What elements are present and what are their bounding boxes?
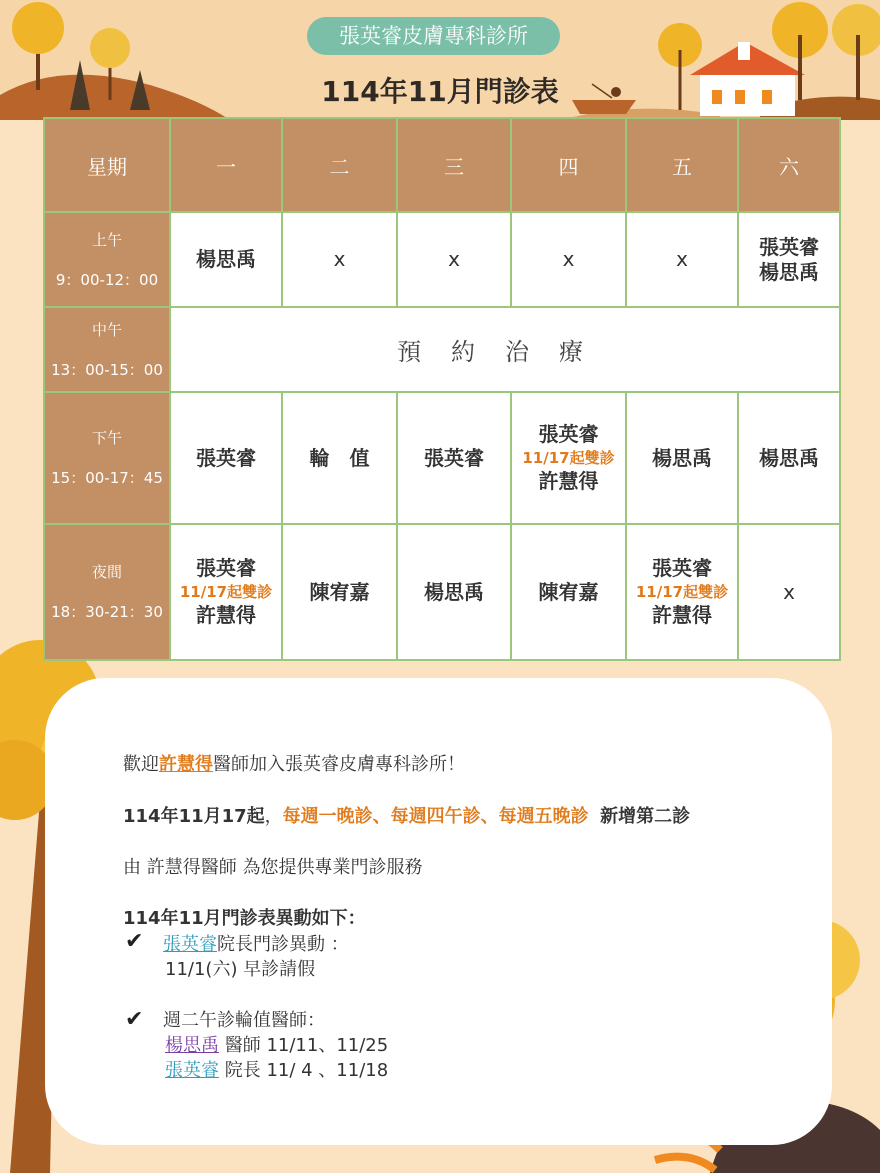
night-sat: x <box>738 524 840 660</box>
welcome-prefix: 歡迎 <box>123 754 159 775</box>
slot-morning <box>44 212 170 307</box>
slot-time: 9：00-12：00 <box>55 270 159 289</box>
second-clinic-note: 新增第二診 <box>600 806 691 827</box>
appointment-treatment: 預約治療 <box>170 307 840 392</box>
double-clinic-note: 11/17起雙診 <box>522 449 615 467</box>
doctor-name: 張英睿 <box>652 556 712 580</box>
check-icon: ✔ <box>125 1007 144 1032</box>
morning-fri: x <box>626 212 738 307</box>
afternoon-tue: 輪 值 <box>282 392 397 524</box>
slot-time: 15：00-17：45 <box>51 469 163 487</box>
header-weekday: 星期 <box>44 118 170 212</box>
change-detail-2a <box>165 1031 388 1057</box>
morning-wed: x <box>397 212 511 307</box>
new-session-line <box>123 802 690 828</box>
doctor-link: 楊思禹 <box>165 1035 219 1056</box>
doctor-link: 張英睿 <box>163 934 217 955</box>
change-text: 院長 11/ 4 、11/18 <box>219 1060 389 1081</box>
schedule-table <box>43 117 841 661</box>
doctor-name: 張英睿 <box>196 556 256 580</box>
header-sat: 六 <box>738 118 840 212</box>
changes-title: 114年11月門診表異動如下： <box>123 908 366 929</box>
doctor-name: 許慧得 <box>538 469 599 493</box>
slot-label: 下午 <box>91 429 122 447</box>
header-fri: 五 <box>626 118 738 212</box>
table-header-row <box>44 118 840 212</box>
welcome-suffix: 醫師加入張英睿皮膚專科診所！ <box>213 754 465 775</box>
slot-label: 上午 <box>91 230 122 249</box>
slot-afternoon <box>44 392 170 524</box>
afternoon-mon: 張英睿 <box>170 392 282 524</box>
morning-mon: 楊思禹 <box>170 212 282 307</box>
change-item-2: 週二午診輪值醫師： <box>163 1010 325 1031</box>
slot-label: 中午 <box>91 320 122 339</box>
slot-night <box>44 524 170 660</box>
change-text: 院長門診異動 ： <box>217 934 349 955</box>
doctor-name: 許慧得 <box>652 603 712 627</box>
night-fri <box>626 524 738 660</box>
change-text: 醫師 11/11、11/25 <box>219 1035 389 1056</box>
start-date: 114年11月17起 <box>123 806 265 827</box>
double-clinic-note: 11/17起雙診 <box>179 583 273 601</box>
double-clinic-note: 11/17起雙診 <box>635 583 729 601</box>
slot-time: 13：00-15：00 <box>51 360 163 379</box>
table-row <box>44 212 840 307</box>
doctor-name: 張英睿 <box>538 422 599 446</box>
new-sessions: 每週一晚診、每週四午診、每週五晚診 <box>282 806 589 827</box>
table-row <box>44 307 840 392</box>
night-thu: 陳宥嘉 <box>511 524 626 660</box>
afternoon-sat: 楊思禹 <box>738 392 840 524</box>
header-tue: 二 <box>282 118 397 212</box>
night-wed: 楊思禹 <box>397 524 511 660</box>
doctor-link: 張英睿 <box>165 1060 219 1081</box>
change-item-1 <box>163 930 349 956</box>
table-row <box>44 392 840 524</box>
header-wed: 三 <box>397 118 511 212</box>
change-detail-1: 11/1(六) 早診請假 <box>165 959 316 980</box>
check-icon: ✔ <box>125 929 144 954</box>
slot-time: 18：30-21：30 <box>51 603 163 621</box>
night-tue: 陳宥嘉 <box>282 524 397 660</box>
change-detail-2b <box>165 1056 388 1082</box>
new-doctor-name: 許慧得 <box>159 754 213 775</box>
morning-thu: x <box>511 212 626 307</box>
page-title: 114年11月門診表 <box>321 75 559 108</box>
night-mon <box>170 524 282 660</box>
morning-sat: 張英睿 楊思禹 <box>738 212 840 307</box>
table-row <box>44 524 840 660</box>
welcome-line <box>123 750 465 776</box>
service-line: 由 許慧得醫師 為您提供專業門診服務 <box>123 857 423 878</box>
clinic-name-badge: 張英睿皮膚專科診所 <box>307 17 560 55</box>
afternoon-thu <box>511 392 626 524</box>
header-mon: 一 <box>170 118 282 212</box>
afternoon-fri: 楊思禹 <box>626 392 738 524</box>
header-thu: 四 <box>511 118 626 212</box>
doctor-name: 許慧得 <box>196 603 256 627</box>
slot-noon <box>44 307 170 392</box>
afternoon-wed: 張英睿 <box>397 392 511 524</box>
separator: ， <box>264 806 283 827</box>
morning-tue: x <box>282 212 397 307</box>
slot-label: 夜間 <box>91 563 122 581</box>
